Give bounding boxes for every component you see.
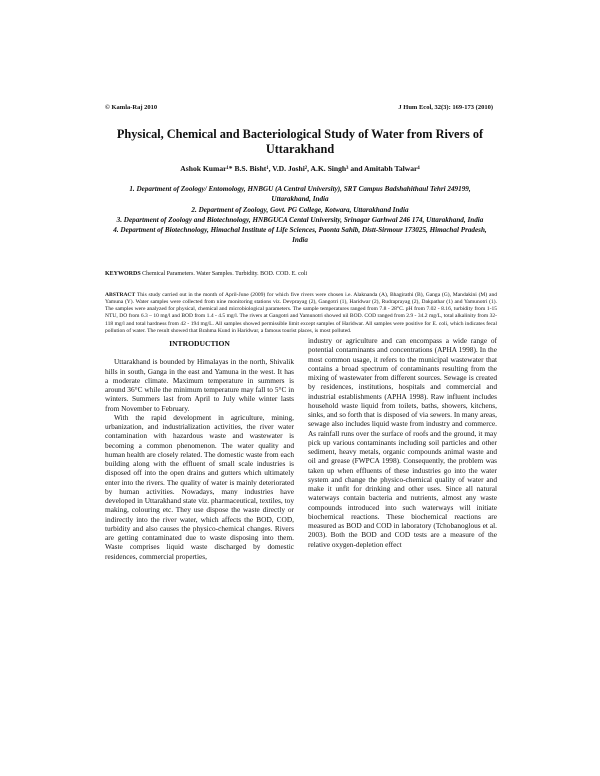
left-column (105, 339, 294, 561)
affiliation-3: 3. Department of Zoology and Biotechnology, HNBGUCA Cental University, Srinagar Garhwal 246 174, Uttarakhand, India (116, 215, 484, 224)
introduction-heading: INTRODUCTION (169, 339, 230, 348)
intro-paragraph-2: With the rapid development in agriculture, mining, urbanization, and industrialization activities, the river water contamination with hazardous waste and wastewater is becoming a common phenomenon. The water quality and human health are closely related. The domestic waste from each building along with the effluent of small scale industries is disposed off into the open drains and gutters which ultimately enter into the rivers. The quality of water is mainly deteriorated by human activities. Nowadays, many industries have developed in Uttarakhand state viz. pharmaceutical, textiles, toy making, colouring etc. They use dispose the waste directly or indirectly into the river water, which affects the BOD, COD, turbidity and also causes the physico-chemical changes. Rivers are getting contaminated due to waste disposing into them. Waste comprises liquid waste discharged by domestic residences, commercial properties, (105, 412, 294, 561)
affiliation-4: 4. Department of Biotechnology, Himachal Institute of Life Sciences, Paonta Sahib, Distt-Sirmour 173025, Himachal Pradesh, India (113, 226, 487, 245)
abstract-label: ABSTRACT (105, 292, 136, 298)
affiliation-1: 1. Department of Zoology/ Entomology, HNBGU (A Central University), SRT Campus Badshahithaul Tehri 249199, Uttarakhand, India (129, 185, 471, 204)
keywords-label: KEYWORDS (105, 271, 141, 277)
affiliation-2: 2. Department of Zoology, Govt. PG College, Kotwara, Uttarakhand India (191, 205, 409, 214)
paper-title: Physical, Chemical and Bacteriological Study of Water from Rivers of Uttarakhand (116, 127, 484, 156)
intro-paragraph-1: Uttarakhand is bounded by Himalayas in the north, Shivalik hills in south, Ganga in the east and Yamuna in the west. It has a moderate climate. Maximum temperature in summers is around 36°C while the minimum temperature may fall to 5°C in winters. Summers last from April to July while winter lasts from November to February. (105, 357, 294, 413)
authors: Ashok Kumar¹* B.S. Bisht¹, V.D. Joshi², A.K. Singh³ and Amitabh Talwar⁴ (180, 164, 420, 173)
intro-paragraph-3: industry or agriculture and can encompass a wide range of potential contaminants and concentrations (APHA 1998). In the most common usage, it refers to the municipal wastewater that contains a broad spectrum of contaminants resulting from the mixing of wastewater from different sources. Sewage is created by residences, institutions, hospitals and commercial and industrial establishments (APHA 1998). Raw influent includes household waste liquid from toilets, baths, showers, kitchens, sinks, and so forth that is disposed of via sewers. In many areas, sewage also includes liquid waste from industry and commerce. As rainfall runs over the surface of roofs and the ground, it may pick up various contaminants including soil particles and other sediment, heavy metals, organic compounds animal waste and oil and grease (FWPCA 1998). Consequently, the problem was taken up when effluents of these industries go into the water system and change the physico-chemical quality of water and make it unfit for drinking and other uses. Since all natural waterways contain bacteria and nutrients, almost any waste compounds introduced into such waterways will initiate biochemical reactions. These biochemical reactions are measured as BOD and COD in laboratory (Tchobanoglous et al. 2003). Both the BOD and COD tests are a measure of the relative oxygen-depletion effect (308, 336, 497, 549)
keywords-text: Chemical Parameters. Water Samples. Turbidity. BOD. COD. E. coli (142, 271, 308, 277)
journal-copyright: © Kamla-Raj 2010 (105, 104, 158, 111)
right-column (308, 336, 497, 549)
affiliations (110, 184, 490, 246)
abstract-text: This study carried out in the month of April-June (2009) for which five rivers were chosen i.e. Alaknanda (A), Bhagirathi (B), Ganga (G), Mandakini (M) and Yamuna (Y). Water samples were collected from nine monitoring stations viz. Devprayag (2), Gangotri (1), Haridwar (2), Rudraprayag (2), Dakpathar (1) and Yamunotri (1). The samples were analyzed for physical, chemical and microbiological parameters. The sample temperatures ranged from 7.8 - 28°C. pH from 7.02 - 8.16, turbidity from 1-15 NTU, DO from 6.3 – 10 mg/l and BOD from 1.4 - 4.5 mg/l. The rivers at Gangotri and Yamunotri showed nil BOD. COD ranged from 2.9 - 34.2 mg/L, total alkalinity from 32-118 mg/l and total hardness from 42 - 194 mg/L. All samples showed permissible limit except samples of Haridwar. All samples were positive for E. coli, which indicates fecal pollution of water. The result showed that Brahma Kund in Haridwar, a famous tourist places, is most polluted. (105, 292, 497, 334)
journal-citation: J Hum Ecol, 32(3): 169-173 (2010) (398, 104, 493, 111)
abstract (105, 292, 497, 335)
keywords (105, 270, 497, 278)
